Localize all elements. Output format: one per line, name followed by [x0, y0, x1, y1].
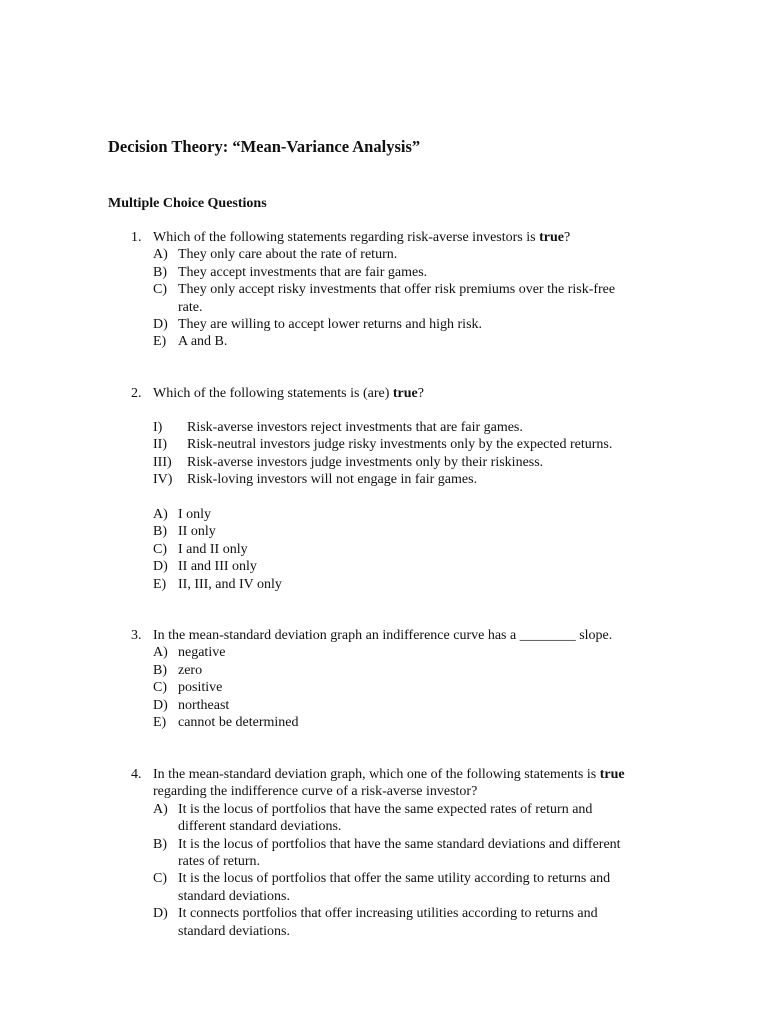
statement-numeral: III)	[153, 454, 172, 470]
option-text: II only	[178, 524, 216, 540]
statement-text: Risk-averse investors judge investments only by their riskiness.	[187, 454, 544, 470]
option-letter: A)	[153, 247, 168, 263]
question-stem	[153, 229, 668, 246]
option-letter: B)	[153, 524, 167, 540]
question-stem	[153, 385, 668, 402]
option-letter: E)	[153, 715, 167, 730]
question-number: 1.	[131, 230, 142, 245]
option-text: positive	[178, 680, 223, 696]
question-number: 4.	[131, 767, 142, 782]
option-letter: C)	[153, 871, 167, 887]
question-stem	[153, 627, 668, 644]
question-stem-line: Which of the following statements regarding risk-averse investors is true?	[153, 230, 571, 245]
option-text: It is the locus of portfolios that have the same expected rates of return and different standard deviations.	[178, 801, 593, 835]
option-letter: E)	[153, 576, 167, 592]
option-text: II, III, and IV only	[178, 576, 282, 592]
statement-text: Risk-averse investors reject investments that are fair games.	[187, 420, 523, 435]
option-text: cannot be determined	[178, 715, 299, 730]
option-letter: C)	[153, 541, 167, 557]
option-text: I and II only	[178, 541, 248, 557]
option-text: It is the locus of portfolios that offer the same utility according to returns and standard deviations.	[178, 871, 611, 904]
option-letter: D)	[153, 317, 168, 332]
option-letter: B)	[153, 264, 167, 280]
page-title: Decision Theory: “Mean-Variance Analysis”	[108, 137, 421, 156]
option-letter: B)	[153, 836, 167, 852]
option-letter: D)	[153, 559, 168, 575]
statement-text: Risk-neutral investors judge risky investments only by the expected returns.	[187, 437, 613, 453]
option-letter: C)	[153, 282, 167, 298]
question-stem	[153, 766, 668, 801]
question-number: 3.	[131, 628, 142, 643]
question-stem-line: In the mean-standard deviation graph, which one of the following statements is true	[153, 767, 625, 782]
option-letter: A)	[153, 507, 168, 522]
statement-numeral: I)	[153, 420, 163, 435]
option-text: They only care about the rate of return.	[178, 247, 398, 263]
question-number: 2.	[131, 386, 142, 401]
option-letter: D)	[153, 697, 168, 713]
statement-text: Risk-loving investors will not engage in fair games.	[187, 472, 478, 488]
option-text: They only accept risky investments that offer risk premiums over the risk-free rate.	[178, 282, 616, 315]
statement-numeral: IV)	[153, 472, 173, 488]
option-letter: D)	[153, 906, 168, 922]
section-heading: Multiple Choice Questions	[108, 196, 267, 211]
option-letter: A)	[153, 801, 168, 817]
option-text: II and III only	[178, 559, 257, 575]
question-stem-line: In the mean-standard deviation graph an indifference curve has a ________ slope.	[153, 628, 613, 643]
option-text: I only	[178, 507, 212, 522]
option-letter: E)	[153, 334, 167, 350]
option-text: negative	[178, 645, 226, 661]
option-text: It is the locus of portfolios that have the same standard deviations and different rates of return.	[178, 836, 621, 869]
option-text: They are willing to accept lower returns and high risk.	[178, 317, 483, 332]
option-letter: A)	[153, 645, 168, 661]
option-letter: B)	[153, 662, 167, 678]
option-text: zero	[178, 662, 203, 678]
question-stem-line: regarding the indifference curve of a risk-averse investor?	[153, 784, 478, 800]
option-text: northeast	[178, 697, 230, 713]
statement-numeral: II)	[153, 437, 167, 453]
option-letter: C)	[153, 680, 167, 696]
option-text: A and B.	[178, 334, 228, 350]
option-text: It connects portfolios that offer increasing utilities according to returns and standard deviations.	[178, 906, 598, 939]
question-stem-line: Which of the following statements is (are) true?	[153, 386, 424, 401]
option-text: They accept investments that are fair games.	[178, 264, 428, 280]
